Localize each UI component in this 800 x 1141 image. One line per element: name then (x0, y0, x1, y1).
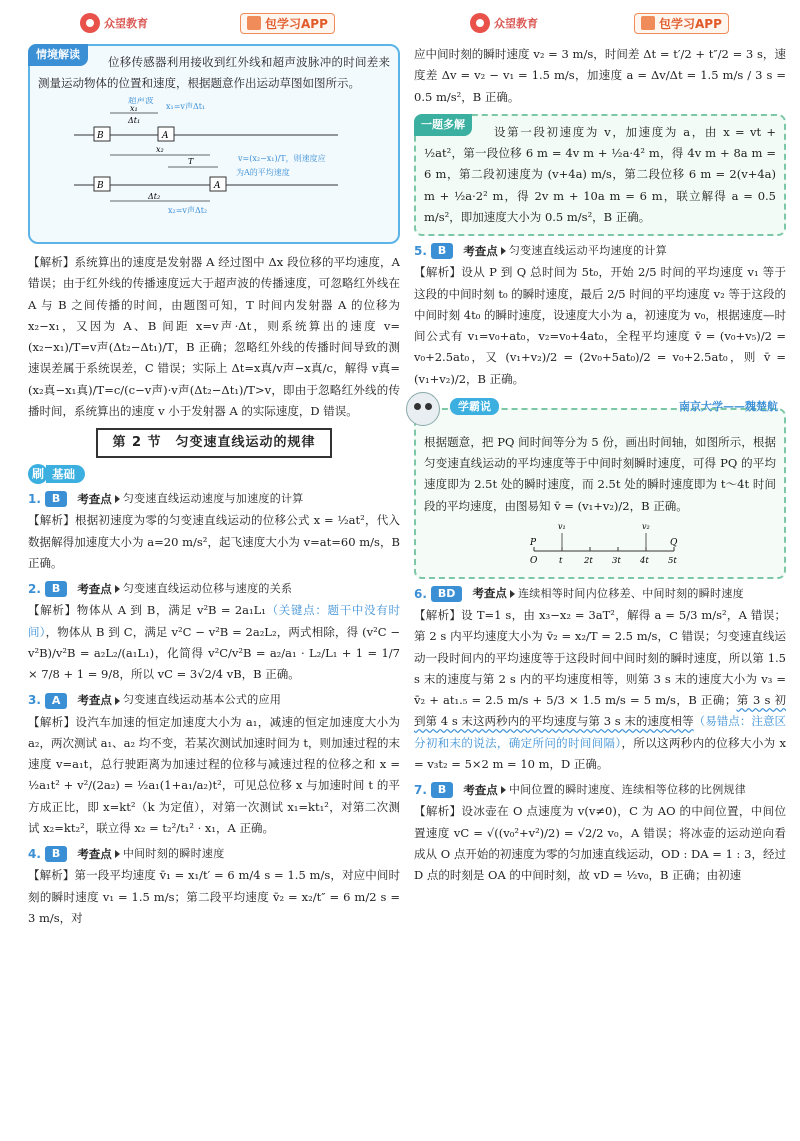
label-x1: x₁ (130, 103, 138, 113)
jiexi-text: 【解析】设从 P 到 Q 总时间为 5t₀，开始 2/5 时间的平均速度 v₁ 等于这段的中间时刻 t₀ 的瞬时速度，最后 2/5 时间的平均速度 v₂ 等于这段的中间时刻 4t₀ 的瞬时速度，设速度大小为 a，初速度为 v₀，根据速度—时间公式有 v₁=v₀+at₀，v₂=v₀+4at₀，全程平均速度 v̄ = (v₀+v₅)/2 = v₀+2.5at₀，又 (v₁+v₂)/2 = (2v₀+5at₀)/2 = v₀+2.5at₀，则 v̄ = (v₁+v₂)/2，B 正确。 (414, 265, 786, 386)
answer-badge: B (431, 243, 453, 259)
xueba-text: 根据题意，把 PQ 间时间等分为 5 份，画出时间轴，如图所示，根据匀变速直线运动的平均速度等于中间时刻瞬时速度，可得 PQ 的平均速度即为 2.5t 处的瞬时速度，而 2.5t 处的瞬时速度即为 t～4t 时间段的平均速度，由图易知 v̄ = (v₁+v₂)/2，B 正确。 (424, 434, 776, 513)
answer-badge: B (45, 846, 67, 862)
xueba-box (414, 399, 786, 579)
jiexi-text: 【解析】设 T=1 s，由 x₃−x₂ = 3aT²，解得 a = 5/3 m/s²，A 错误；第 2 s 内平均速度大小为 v̄₂ = x₂/T = 2.5 m/s，C 错误；匀变速直线运动一段时间内的平均速度等于这段时间中间时刻的瞬时速度，所以第 1.5 s 末的速度与第 2 s 内的平均速度相等，则第 3 s 末的速度大小为 v₃ = v̄₂ + at₁.₅ = 2.5 m/s + 5/3 × 1.5 m/s = 5 m/s，B 正确；第 3 s 初到第 4 s 末这两秒内的平均速度与第 3 s 末的速度相等（易错点：注意区分初和末的说法，确定所问的时间间隔），所以这两秒内的位移大小为 x = v₃t₂ = 5×2 m = 10 m，D 正确。 (414, 608, 787, 772)
kaochadian-label: 考查点 (463, 243, 498, 258)
label-b2: B (97, 180, 104, 191)
label-x2-formula: x₂=v声Δt₂ (168, 205, 208, 215)
kaochadian-label: 考查点 (472, 586, 507, 601)
triangle-icon (115, 850, 120, 858)
answer-badge: BD (431, 586, 463, 602)
question-7 (414, 779, 786, 886)
level-banner (28, 464, 400, 484)
brand-logo: 众望教育 (470, 13, 538, 33)
label-ultrasonic: 超声波 (128, 96, 154, 106)
jiexi-text: 【解析】根据初速度为零的匀变速直线运动的位移公式 x = ½at²，代入数据解得加速度大小为 a=20 m/s²，起飞速度大小为 v=at=60 m/s，B 正确。 (28, 513, 400, 570)
wavy-underline-text: 第 3 s 初到第 4 s 末这两秒内的平均速度与第 3 s 末的速度相等 (414, 693, 787, 729)
jiexi-text: 【解析】设汽车加速的恒定加速度大小为 a₁，减速的恒定加速度大小为 a₂，两次测试 a₁、a₂ 均不变，若某次测试加速时间为 t，则加速过程的末速度 v=a₁t，总行驶距离为加速过程的位移与减速过程的位移之和 x = ½a₁t² + v²/(2a₂) = ½a₁(1+a₁/a₂)t²，可见总位移 x 与加速时间 t 的平方成正比，即 x=kt²（k 为定值），对第一次测试 x₁=kt₁²，对第二次测试 x₂=kt₂²，联立得 x₂ = t₂²/t₁² · x₁，A 正确。 (28, 714, 400, 835)
question-2 (28, 578, 400, 685)
section-title-box (28, 428, 400, 458)
triangle-icon (501, 247, 506, 255)
brand-logo: 众望教育 (80, 13, 148, 33)
jiexi-text: 【解析】第一段平均速度 v̄₁ = x₁/t′ = 6 m/4 s = 1.5 m/s，对应中间时刻的瞬时速度 v₁ = 1.5 m/s；第二段平均速度 v̄₂ = x₂/t″ = 6 m/2 s = 3 m/s，对 (28, 868, 400, 925)
question-3 (28, 689, 400, 839)
time-axis-diagram (424, 521, 776, 569)
question-number: 1. (28, 492, 41, 507)
label-T: T (188, 156, 194, 166)
label-dt2: Δt₂ (148, 191, 161, 201)
jiexi-scenario: 【解析】系统算出的速度是发射器 A 经过图中 Δx 段位移的平均速度，A 错误；由于红外线的传播速度远大于超声波的传播速度，可忽略红外线在 A 与 B 之间传播的时间，由题图可知，T 时间内发射器 A 的位移为 x₂−x₁，又因为 A、B 间距 x=v声·Δt，则系统算出的速度 v=(x₂−x₁)/T=v声(Δt₂−Δt₁)/T，B 正确；忽略红外线的传播时间导致的测速误差属于系统误差，C 错误；实际上 Δt=x真/v声−x真/c，解得 v真=(x₂真−x₁真)/T=c/(c−v声)·v声(Δt₂−Δt₁)/T>v，即由于忽略红外线的传播时间，系统算出的速度 v 小于发射器 A 的实际速度，D 错误。 (28, 255, 400, 418)
easy-mistake-note: （易错点：注意区分初和末的说法，确定所问的时间间隔） (414, 714, 787, 750)
question-number: 3. (28, 693, 41, 708)
tick-2t: 2t (584, 555, 593, 566)
section-title: 第 2 节 匀变速直线运动的规律 (96, 428, 331, 458)
jiexi-text: 【解析】设冰壶在 O 点速度为 v(v≠0)，C 为 AO 的中间位置，中间位置速度 vC = √((v₀²+v²)/2) = √2/2 v₀，A 错误；将冰壶的运动逆向看成从 O 点开始的初速度为零的匀加速直线运动，OD : DA = 1 : 3，经过 D 点的时刻是 OA 的中间时刻，故 vD = ½v₀，B 正确；由初速 (414, 804, 786, 883)
answer-badge: B (45, 581, 67, 597)
triangle-icon (115, 585, 120, 593)
triangle-icon (510, 590, 515, 598)
question-6 (414, 583, 786, 775)
axis-q: Q (670, 537, 678, 548)
q4-continuation: 应中间时刻的瞬时速度 v₂ = 3 m/s，时间差 Δt = t′/2 + t″/2 = 3 s，速度差 Δv = v₂ − v₁ = 1.5 m/s，加速度 a = Δv/Δt = 1.5 m/s / 3 s = 0.5 m/s²，B 正确。 (414, 47, 786, 104)
sensor-diagram (38, 97, 390, 217)
triangle-icon (115, 495, 120, 503)
label-x2: x₂ (156, 144, 164, 154)
triangle-icon (501, 786, 506, 794)
level-label: 基础 (46, 465, 85, 483)
axis-ticks (534, 547, 674, 551)
app-icon (641, 16, 655, 30)
label-a1: A (162, 130, 169, 141)
duojie-text: 设第一段初速度为 v，加速度为 a，由 x = vt + ½at²，第一段位移 6 m = 4v m + ½a·4² m，得 4v m + 8a m = 6 m，第二段初速度为 (v+4a) m/s，第二段位移 6 m = 2(v+4a) m + ½a·2² m，得 2v m + 10a m = 6 m，联立解得 a = 0.5 m/s²，即加速度大小为 0.5 m/s²，B 正确。 (424, 124, 776, 224)
tick-5t: 5t (668, 555, 677, 566)
right-header (470, 8, 538, 38)
label-x1-formula: x₁=v声Δt₁ (166, 101, 206, 111)
app-icon (247, 16, 261, 30)
label-dt1: Δt₁ (128, 115, 141, 125)
kaochadian-text: 匀变速直线运动基本公式的应用 (122, 693, 282, 707)
axis-o: O (530, 555, 538, 566)
kaochadian-text: 中间时刻的瞬时速度 (122, 847, 225, 861)
kaochadian-label: 考查点 (77, 581, 112, 596)
app-badge: 包学习APP (634, 13, 729, 34)
app-badge: 包学习APP (240, 13, 335, 34)
logo-icon (80, 13, 100, 33)
question-number: 4. (28, 847, 41, 862)
kaochadian-label: 考查点 (463, 782, 498, 797)
jiexi-text: 【解析】物体从 A 到 B，满足 v²B = 2a₁L₁（关键点：题干中没有时间），物体从 B 到 C，满足 v²C − v²B = 2a₂L₂，两式相除，得 (v²C − v²B)/v²B = a₂L₂/(a₁L₁)，化简得 v²C/v²B = a₂/a₁ · L₂/L₁ + 1 = 1/7 × 7/8 + 1 = 9/8，所以 vC = 3√2/4 vB，B 正确。 (28, 603, 400, 682)
duojie-box (414, 114, 786, 236)
answer-badge: A (45, 693, 68, 709)
question-number: 6. (414, 586, 427, 601)
kaochadian-text: 连续相等时间内位移差、中间时刻的瞬时速度 (517, 586, 744, 600)
question-number: 7. (414, 783, 427, 798)
tick-3t: 3t (612, 555, 621, 566)
left-column (28, 44, 400, 929)
tick-4t: 4t (640, 555, 649, 566)
question-number: 5. (414, 244, 427, 259)
kaochadian-text: 匀变速直线运动位移与速度的关系 (122, 582, 293, 596)
duojie-tag: 一题多解 (414, 114, 472, 136)
kaochadian-text: 中间位置的瞬时速度、连续相等位移的比例规律 (508, 783, 747, 797)
kaochadian-label: 考查点 (77, 846, 112, 861)
answer-badge: B (431, 782, 453, 798)
axis-v1: v₁ (558, 521, 566, 531)
scenario-tag: 情境解读 (28, 44, 88, 66)
question-5 (414, 240, 786, 390)
scenario-text: 位移传感器利用接收到红外线和超声波脉冲的时间差来测量运动物体的位置和速度，根据题意作出运动草图如图所示。 (38, 55, 390, 91)
question-1 (28, 488, 400, 574)
key-point: （关键点：题干中没有时间） (28, 603, 400, 639)
xueba-source: 南京大学——魏楚航 (679, 399, 778, 413)
left-header (80, 8, 148, 38)
scenario-box (28, 44, 400, 244)
logo-icon (470, 13, 490, 33)
shua-badge: 刷 (28, 464, 48, 484)
label-b1: B (97, 130, 104, 141)
right-app-header (634, 8, 729, 38)
label-formula: v=(x₂−x₁)/T，则速度应 (238, 153, 326, 163)
xueba-tag: 学霸说 (450, 398, 499, 415)
kaochadian-text: 匀变速直线运动速度与加速度的计算 (122, 492, 304, 506)
right-column (414, 44, 786, 887)
question-4 (28, 843, 400, 929)
axis-v2: v₂ (642, 521, 650, 531)
label-formula2: 为A的平均速度 (236, 167, 290, 177)
label-a2: A (214, 180, 221, 191)
tick-t: t (559, 555, 563, 566)
kaochadian-label: 考查点 (77, 692, 112, 707)
triangle-icon (115, 697, 120, 705)
axis-p: P (530, 537, 537, 548)
kaochadian-label: 考查点 (77, 491, 112, 506)
left-app-header (240, 8, 335, 38)
question-number: 2. (28, 582, 41, 597)
owl-mascot-icon (406, 392, 440, 426)
answer-badge: B (45, 491, 67, 507)
kaochadian-text: 匀变速直线运动平均速度的计算 (508, 244, 668, 258)
